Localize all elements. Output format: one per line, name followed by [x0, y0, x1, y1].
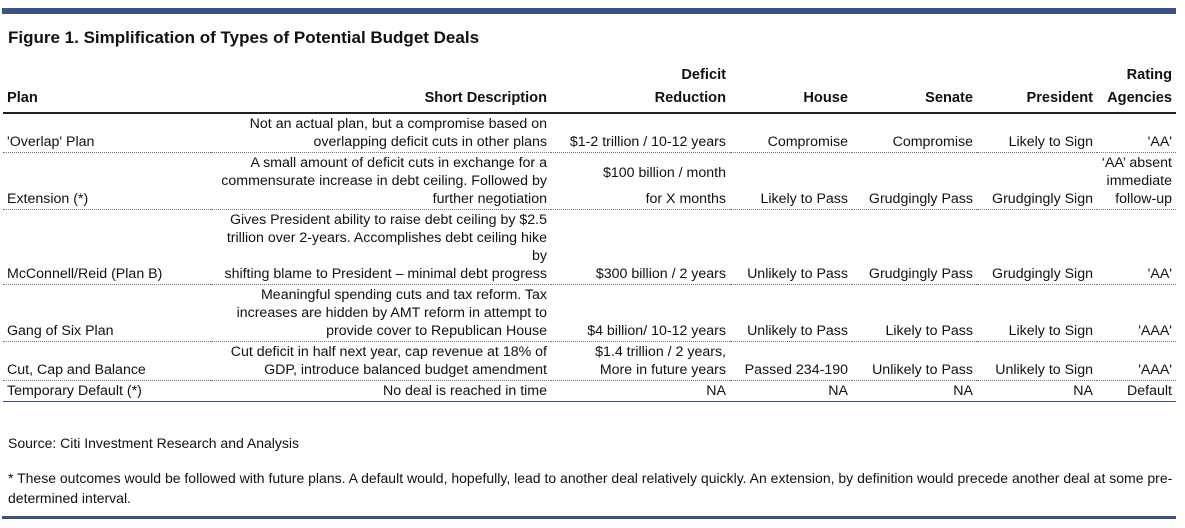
figure-title: Figure 1. Simplification of Types of Potential Budget Deals	[8, 28, 480, 47]
cell-rating: 'AA'	[1097, 210, 1176, 285]
cell-description: Cut deficit in half next year, cap revenue at 18% of GDP, introduce balanced budget amendment	[211, 342, 551, 381]
header-house: House	[730, 64, 852, 113]
cell-president: Grudgingly Sign	[977, 210, 1097, 285]
cell-senate: Grudgingly Pass	[852, 153, 977, 210]
cell-president: Likely to Sign	[977, 113, 1097, 153]
table-row	[3, 113, 1176, 153]
header-row	[3, 64, 1176, 113]
cell-description: Not an actual plan, but a compromise based on overlapping deficit cuts in other plans	[211, 113, 551, 153]
bottom-rule	[2, 516, 1176, 519]
cell-house: Compromise	[730, 113, 852, 153]
source-note: Source: Citi Investment Research and Analysis	[8, 435, 300, 451]
cell-plan: 'Overlap' Plan	[3, 113, 211, 153]
cell-senate: Unlikely to Pass	[852, 342, 977, 381]
cell-deficit-reduction: $1-2 trillion / 10-12 years	[551, 113, 730, 153]
cell-deficit-reduction: NA	[551, 381, 730, 402]
header-short-description: Short Description	[211, 64, 551, 113]
cell-house: Unlikely to Pass	[730, 210, 852, 285]
cell-president: NA	[977, 381, 1097, 402]
cell-senate: Likely to Pass	[852, 285, 977, 342]
table-row	[3, 210, 1176, 285]
cell-deficit-reduction: $300 billion / 2 years	[551, 210, 730, 285]
table-row	[3, 381, 1176, 402]
cell-description: Meaningful spending cuts and tax reform. Tax increases are hidden by AMT reform in attempt to provide cover to Republican House	[211, 285, 551, 342]
cell-rating: ‘AA’ absent immediate follow-up	[1097, 153, 1176, 210]
cell-deficit-reduction: $4 billion/ 10-12 years	[551, 285, 730, 342]
table-row	[3, 285, 1176, 342]
top-rule	[2, 8, 1176, 14]
cell-plan: Extension (*)	[3, 153, 211, 210]
cell-house: Likely to Pass	[730, 153, 852, 210]
cell-description: A small amount of deficit cuts in exchange for a commensurate increase in debt ceiling. Followed by further negotiation	[211, 153, 551, 210]
cell-house: Passed 234-190	[730, 342, 852, 381]
budget-deals-table	[3, 64, 1176, 402]
cell-description: No deal is reached in time	[211, 381, 551, 402]
cell-president: Likely to Sign	[977, 285, 1097, 342]
header-plan: Plan	[3, 64, 211, 113]
table-row	[3, 342, 1176, 381]
footnote: * These outcomes would be followed with future plans. A default would, hopefully, lead to another deal relatively quickly. An extension, by definition would precede another deal at some pre-determined interval.	[8, 470, 1173, 506]
header-deficit-reduction: Deficit Reduction	[551, 64, 730, 113]
cell-description: Gives President ability to raise debt ceiling by $2.5 trillion over 2-years. Accomplishes debt ceiling hike by shifting blame to President – minimal debt progress	[211, 210, 551, 285]
cell-plan: Cut, Cap and Balance	[3, 342, 211, 381]
cell-president: Grudgingly Sign	[977, 153, 1097, 210]
header-president: President	[977, 64, 1097, 113]
table-row	[3, 153, 1176, 210]
cell-deficit-reduction: $1.4 trillion / 2 years, More in future years	[551, 342, 730, 381]
cell-house: NA	[730, 381, 852, 402]
cell-rating: 'AA'	[1097, 113, 1176, 153]
header-senate: Senate	[852, 64, 977, 113]
cell-senate: NA	[852, 381, 977, 402]
cell-rating: Default	[1097, 381, 1176, 402]
cell-senate: Grudgingly Pass	[852, 210, 977, 285]
cell-rating: 'AAA'	[1097, 285, 1176, 342]
cell-plan: Temporary Default (*)	[3, 381, 211, 402]
cell-plan: Gang of Six Plan	[3, 285, 211, 342]
header-rating-agencies: Rating Agencies	[1097, 64, 1176, 113]
cell-president: Unlikely to Sign	[977, 342, 1097, 381]
cell-deficit-reduction: $100 billion / month for X months	[551, 153, 730, 210]
cell-plan: McConnell/Reid (Plan B)	[3, 210, 211, 285]
cell-house: Unlikely to Pass	[730, 285, 852, 342]
cell-senate: Compromise	[852, 113, 977, 153]
cell-rating: 'AAA'	[1097, 342, 1176, 381]
